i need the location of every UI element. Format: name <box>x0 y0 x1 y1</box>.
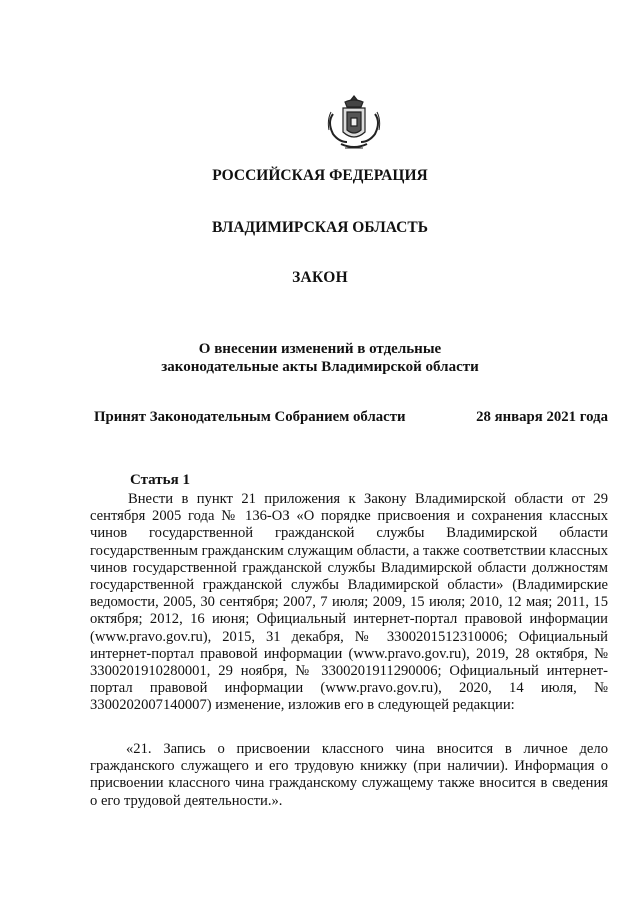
article-paragraph-2: «21. Запись о присвоении классного чина вносится в личное дело гражданского служащего и его трудовую книжку (при наличии). Информация о присвоении классного чина гражданскому служащему также вносится в сведения о его трудовой деятельности.». <box>90 741 608 809</box>
law-title-line-1: О внесении изменений в отдельные <box>198 341 442 357</box>
adoption-date: 28 января 2021 года <box>476 409 608 425</box>
adoption-line <box>94 409 608 426</box>
article-paragraph-1: Внести в пункт 21 приложения к Закону Владимирской области от 29 сентября 2005 года № 136-ОЗ «О порядке присвоения и сохранения классных чинов государственной гражданской службы Владимирской области государственным гражданским служащим области, а также соответствии классных чинов государственной гражданской службы Владимирской области должностям государственной гражданской службы Владимирской области» (Владимирские ведомости, 2005, 30 сентября; 2007, 7 июля; 2009, 15 июля; 2010, 12 мая; 2011, 15 октября; 2012, 16 июня; Официальный интернет-портал правовой информации (www.pravo.gov.ru), 2015, 31 декабря, № 3300201512310006; Официальный интернет-портал правовой информации (www.pravo.gov.ru), 2019, 28 октября, № 3300201910280001, 29 ноября, № 3300201911290006; Официальный интернет-портал правовой информации (www.pravo.gov.ru), 2020, 14 июля, № 3300202007140007) изменение, изложив его в следующей редакции: <box>90 491 608 714</box>
coat-of-arms-emblem <box>323 92 385 156</box>
doc-type-heading: ЗАКОН <box>292 269 348 286</box>
region-heading: ВЛАДИМИРСКАЯ ОБЛАСТЬ <box>212 219 428 236</box>
adopted-by: Принят Законодательным Собранием области <box>94 409 406 425</box>
law-title <box>0 340 640 376</box>
country-heading: РОССИЙСКАЯ ФЕДЕРАЦИЯ <box>212 167 428 184</box>
article-heading: Статья 1 <box>130 472 190 488</box>
law-title-line-2: законодательные акты Владимирской области <box>161 359 479 375</box>
